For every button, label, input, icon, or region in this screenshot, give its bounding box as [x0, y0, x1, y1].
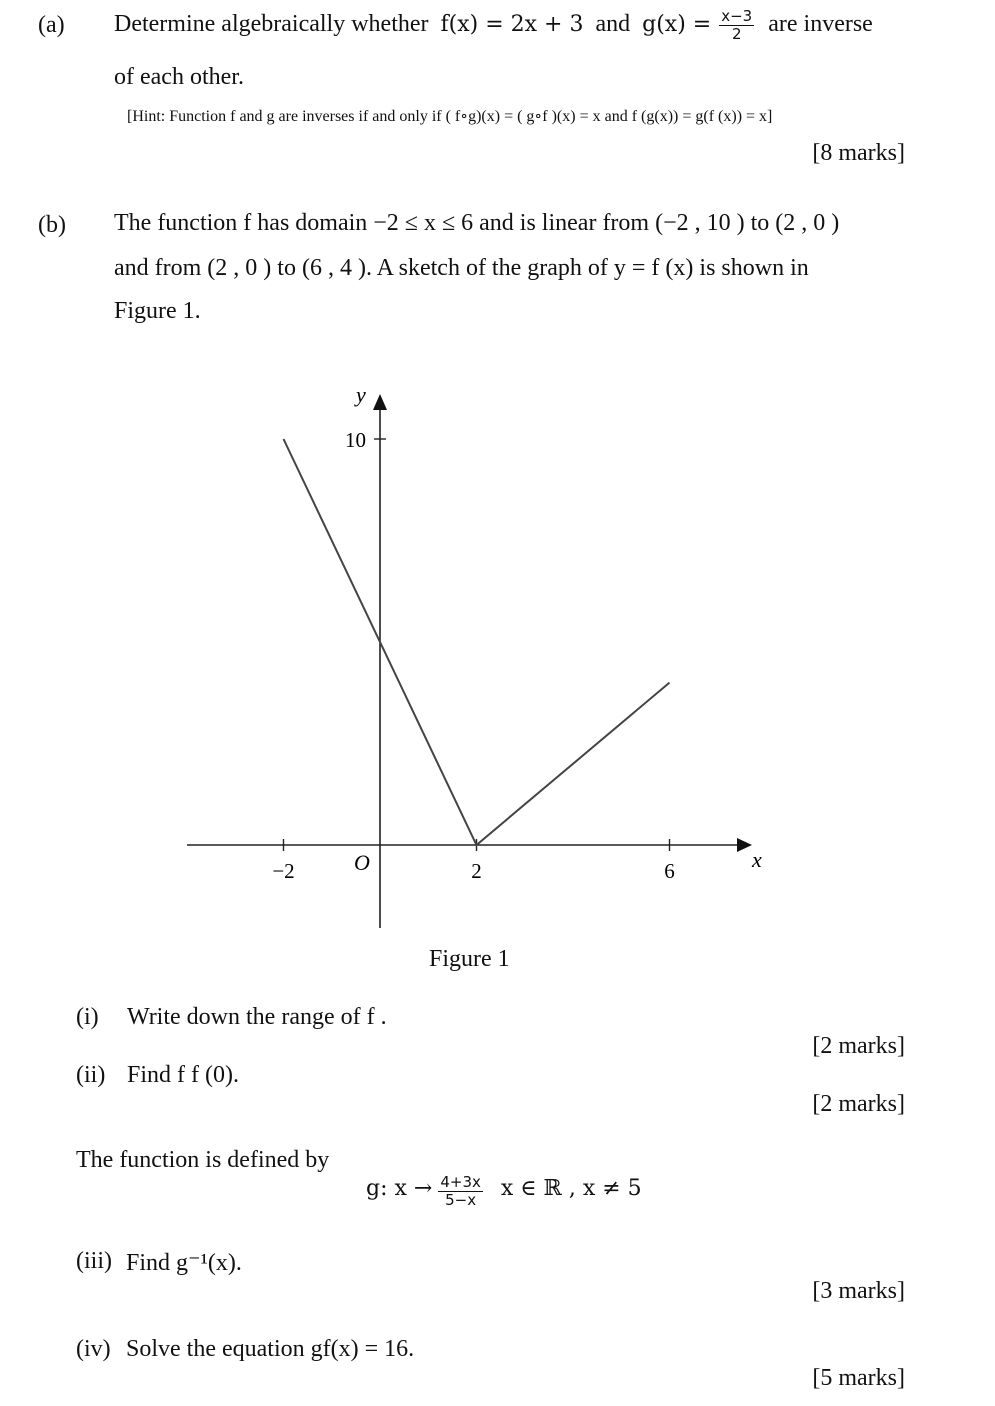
x-tick-label: 2 [471, 859, 482, 883]
q1-text: Write down the range of f . [127, 1004, 387, 1030]
q3-text: Find g⁻¹(x). [126, 1250, 242, 1276]
g-def-fraction [438, 1174, 483, 1209]
y-tick-label: 10 [345, 428, 366, 452]
q1-label: (i) [76, 1004, 99, 1030]
graph-line-f [284, 439, 670, 845]
x-axis-label: x [752, 847, 762, 872]
q4-label: (iv) [76, 1336, 111, 1362]
q3-marks: [3 marks] [812, 1278, 905, 1304]
f-definition: f(x) = 2x + 3 [440, 12, 584, 38]
part-b-line1: The function f has domain −2 ≤ x ≤ 6 and is linear from (−2 , 10 ) to (2 , 0 ) [114, 210, 840, 236]
q2-text: Find f f (0). [127, 1062, 239, 1088]
axes [187, 394, 752, 928]
q3-label: (iii) [76, 1248, 112, 1274]
y-axis-label: y [356, 382, 366, 407]
and-word: and [595, 11, 631, 38]
q2-marks: [2 marks] [812, 1091, 905, 1117]
x-tick-label: −2 [272, 859, 295, 883]
q2-label: (ii) [76, 1062, 106, 1088]
part-b-line3: Figure 1. [114, 298, 201, 324]
q4-text: Solve the equation gf(x) = 16. [126, 1336, 415, 1362]
y-axis-arrow [373, 394, 387, 410]
g-intro: The function is defined by [76, 1147, 330, 1173]
g-map: g: x → [366, 1176, 433, 1202]
part-a-intro: Determine algebraically whether [114, 11, 429, 38]
g-definition [366, 1174, 642, 1209]
x-tick-label: 6 [664, 859, 675, 883]
g-lhs: g(x) = [642, 12, 712, 38]
g-denominator: 2 [731, 25, 742, 43]
part-a-marks: [8 marks] [812, 140, 905, 166]
ticks [272, 428, 674, 883]
part-a-tail: are inverse [768, 11, 873, 38]
part-a-hint: [Hint: Function f and g are inverses if and only if ( f∘g)(x) = ( g∘f )(x) = x and f (g(x)) = g(f (x)) = x] [127, 108, 773, 125]
part-b-line2: and from (2 , 0 ) to (6 , 4 ). A sketch of the graph of y = f (x) is shown in [114, 255, 809, 281]
g-numerator: x−3 [721, 7, 753, 25]
part-b-label: (b) [38, 212, 66, 238]
g-domain: x ∈ ℝ , x ≠ 5 [500, 1176, 642, 1202]
part-a-line2: of each other. [114, 64, 244, 90]
part-a-label: (a) [38, 12, 65, 38]
g-def-numerator: 4+3x [440, 1173, 481, 1191]
x-axis-arrow [737, 838, 752, 852]
q1-marks: [2 marks] [812, 1033, 905, 1059]
q4-marks: [5 marks] [812, 1365, 905, 1391]
g-def-denominator: 5−x [445, 1191, 477, 1209]
origin-label: O [354, 850, 370, 875]
figure-caption: Figure 1 [429, 946, 510, 972]
